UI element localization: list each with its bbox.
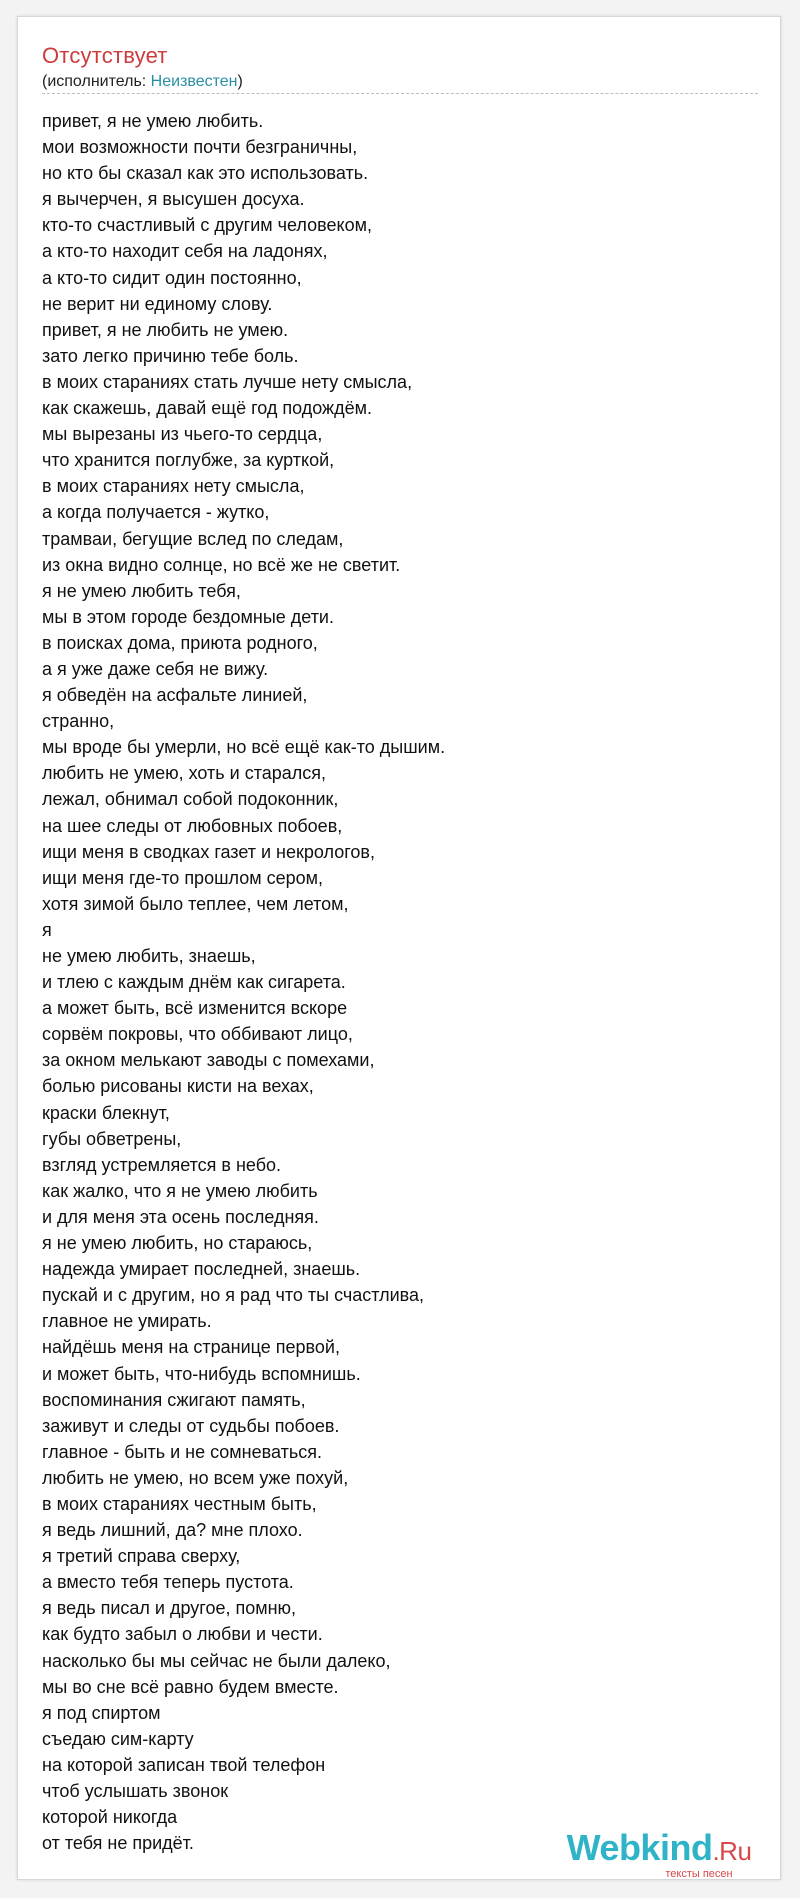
lyric-line: мои возможности почти безграничны, <box>42 137 358 158</box>
lyric-line: главное - быть и не сомневаться. <box>42 1441 322 1462</box>
lyric-line: я не умею любить, но стараюсь, <box>42 1233 313 1254</box>
lyric-line: как жалко, что я не умею любить <box>42 1180 318 1201</box>
lyrics-card <box>17 16 781 1880</box>
lyric-line: мы вроде бы умерли, но всё ещё как-то дышим. <box>42 737 446 758</box>
lyric-line: зато легко причиню тебе боль. <box>42 345 299 366</box>
lyric-line: а я уже даже себя не вижу. <box>42 658 269 679</box>
lyric-line: кто-то счастливый с другим человеком, <box>42 215 372 236</box>
lyric-line: болью рисованы кисти на вехах, <box>42 1076 314 1097</box>
lyric-line: странно, <box>42 711 115 732</box>
lyric-line: взгляд устремляется в небо. <box>42 1154 282 1175</box>
title-divider <box>42 93 758 94</box>
lyric-line: а может быть, всё изменится вскоре <box>42 998 348 1019</box>
lyric-line: краски блекнут, <box>42 1102 170 1123</box>
lyric-line: и для меня эта осень последняя. <box>42 1206 319 1227</box>
lyric-line: я под спиртом <box>42 1702 161 1723</box>
lyric-line: а вместо тебя теперь пустота. <box>42 1572 294 1593</box>
lyric-line: трамваи, бегущие вслед по следам, <box>42 528 344 549</box>
lyric-line: лежал, обнимал собой подоконник, <box>42 789 339 810</box>
lyric-line: главное не умирать. <box>42 1311 212 1332</box>
lyric-line: но кто бы сказал как это использовать. <box>42 163 369 184</box>
lyric-line: мы во сне всё равно будем вместе. <box>42 1676 339 1697</box>
lyric-line: найдёшь меня на странице первой, <box>42 1337 340 1358</box>
lyric-line: в поисках дома, приюта родного, <box>42 632 318 653</box>
logo-main-text: Webkind <box>566 1827 713 1868</box>
lyric-line: я третий справа сверху, <box>42 1546 241 1567</box>
lyric-line: ищи меня в сводках газет и некрологов, <box>42 841 375 862</box>
lyric-line: и тлею с каждым днём как сигарета. <box>42 972 346 993</box>
lyric-line: не умею любить, знаешь, <box>42 946 256 966</box>
lyric-line: я не умею любить тебя, <box>42 580 241 601</box>
lyric-line: на шее следы от любовных побоев, <box>42 815 343 836</box>
artist-link[interactable]: Неизвестен <box>150 73 238 90</box>
lyric-line: надежда умирает последней, знаешь. <box>42 1259 361 1280</box>
logo-tagline: тексты песен <box>665 1868 733 1880</box>
lyric-line: не верит ни единому слову. <box>42 293 273 314</box>
lyric-line: в моих стараниях стать лучше нету смысла, <box>42 371 413 392</box>
lyric-line: в моих стараниях честным быть, <box>42 1493 317 1514</box>
lyric-line: я вычерчен, я высушен досуха. <box>42 189 305 210</box>
lyric-line: любить не умею, но всем уже похуй, <box>42 1467 349 1488</box>
lyric-line: ищи меня где-то прошлом сером, <box>42 867 324 888</box>
artist-suffix: ) <box>237 73 243 90</box>
lyric-line: за окном мелькают заводы с помехами, <box>42 1050 375 1071</box>
lyric-line: любить не умею, хоть и старался, <box>42 763 327 784</box>
lyric-line: заживут и следы от судьбы побоев. <box>42 1415 340 1436</box>
lyric-line: хотя зимой было теплее, чем летом, <box>42 893 349 914</box>
lyric-line: насколько бы мы сейчас не были далеко, <box>42 1650 391 1671</box>
lyric-line: съедаю сим-карту <box>42 1728 194 1749</box>
lyric-line: чтоб услышать звонок <box>42 1781 229 1801</box>
lyric-line: а кто-то сидит один постоянно, <box>42 267 302 288</box>
artist-prefix: (исполнитель: <box>42 73 151 90</box>
lyric-line: сорвём покровы, что оббивают лицо, <box>42 1024 353 1045</box>
lyric-line: воспоминания сжигают память, <box>42 1389 306 1410</box>
lyric-line: я ведь писал и другое, помню, <box>42 1598 297 1619</box>
lyric-line: и может быть, что-нибудь вспомнишь. <box>42 1363 361 1384</box>
lyric-line: привет, я не любить не умею. <box>42 319 289 340</box>
artist-line <box>42 73 243 91</box>
logo-tld: .Ru <box>712 1836 752 1866</box>
lyric-line: что хранится поглубже, за курткой, <box>42 450 335 471</box>
lyric-line: из окна видно солнце, но всё же не светит. <box>42 554 401 575</box>
lyrics-text <box>42 108 445 1856</box>
lyric-line: в моих стараниях нету смысла, <box>42 476 305 497</box>
lyric-line: как скажешь, давай ещё год подождём. <box>42 398 372 419</box>
lyric-line: а когда получается - жутко, <box>42 502 270 523</box>
lyric-line: мы в этом городе бездомные дети. <box>42 606 334 627</box>
lyric-line: как будто забыл о любви и чести. <box>42 1624 323 1645</box>
site-logo[interactable] <box>564 1829 754 1880</box>
lyric-line: пускай и с другим, но я рад что ты счастлива, <box>42 1285 425 1306</box>
song-title: Отсутствует <box>42 43 168 68</box>
logo-wordmark <box>564 1829 754 1870</box>
lyric-line: а кто-то находит себя на ладонях, <box>42 241 328 262</box>
lyric-line: я обведён на асфальте линией, <box>42 685 308 706</box>
lyric-line: от тебя не придёт. <box>42 1833 194 1854</box>
lyric-line: я ведь лишний, да? мне плохо. <box>42 1520 303 1541</box>
lyric-line: мы вырезаны из чьего-то сердца, <box>42 424 323 445</box>
lyric-line: привет, я не умею любить. <box>42 111 264 131</box>
lyric-line: я <box>42 919 52 940</box>
lyric-line: на которой записан твой телефон <box>42 1754 326 1775</box>
lyric-line: которой никогда <box>42 1807 178 1828</box>
lyric-line: губы обветрены, <box>42 1128 182 1149</box>
